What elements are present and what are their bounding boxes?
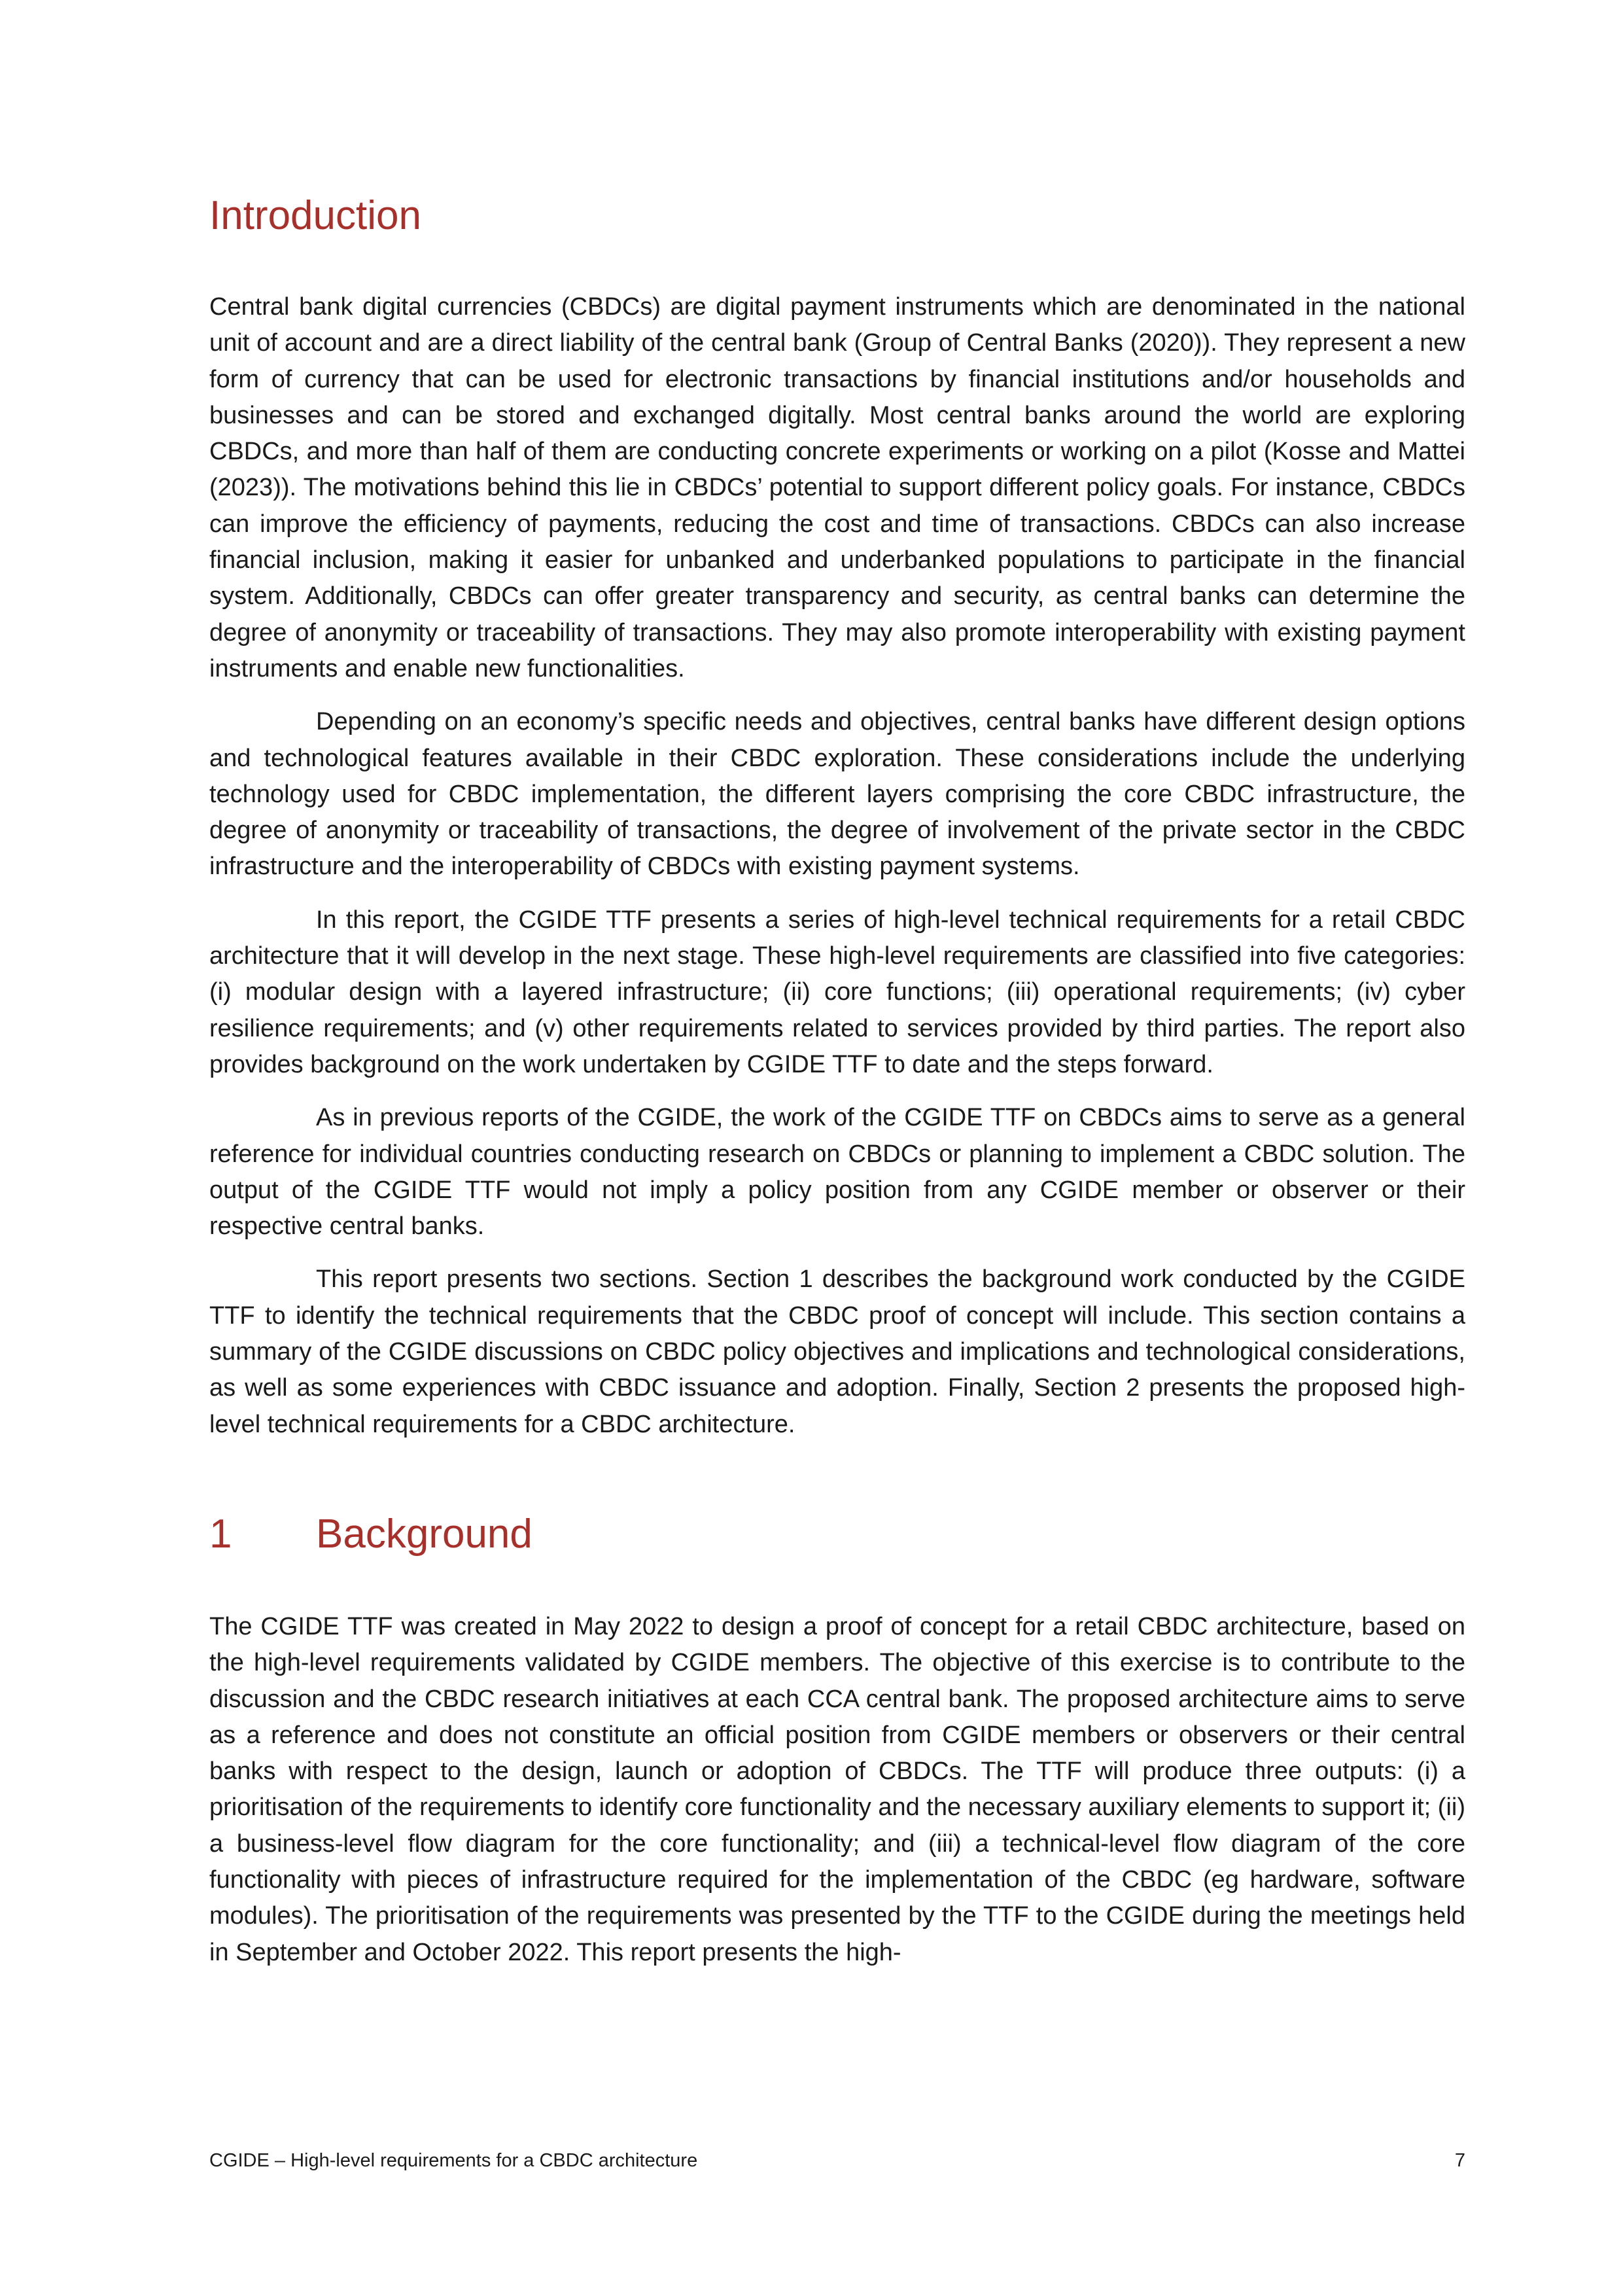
footer-document-title: CGIDE – High-level requirements for a CBDC architecture [209, 2150, 698, 2171]
page-content [209, 190, 1465, 1971]
intro-paragraph-3: In this report, the CGIDE TTF presents a series of high-level technical requirements for a retail CBDC architecture that it will develop in the next stage. These high-level requirements are classified into five categories: (i) modular design with a layered infrastructure; (ii) core functions; (iii) operational requirements; (iv) cyber resilience requirements; and (v) other requirements related to services provided by third parties. The report also provides background on the work undertaken by CGIDE TTF to date and the steps forward. [209, 906, 1465, 1078]
intro-paragraph-2: Depending on an economy’s specific needs and objectives, central banks have different design options and technological features available in their CBDC exploration. These considerations include the underlying technology used for CBDC implementation, the different layers comprising the core CBDC infrastructure, the degree of anonymity or traceability of transactions, the degree of involvement of the private sector in the CBDC infrastructure and the interoperability of CBDCs with existing payment systems. [209, 708, 1465, 881]
intro-paragraph-4: As in previous reports of the CGIDE, the work of the CGIDE TTF on CBDCs aims to serve as a general reference for individual countries conducting research on CBDCs or planning to implement a CBDC solution. The output of the CGIDE TTF would not imply a policy position from any CGIDE member or observer or their respective central banks. [209, 1104, 1465, 1241]
background-body [209, 1609, 1465, 1971]
introduction-heading: Introduction [209, 193, 421, 238]
page-number: 7 [1454, 2150, 1465, 2171]
background-paragraph-1: The CGIDE TTF was created in May 2022 to design a proof of concept for a retail CBDC architecture, based on the high-level requirements validated by CGIDE members. The objective of this exercise is to contribute to the discussion and the CBDC research initiatives at each CCA central bank. The proposed architecture aims to serve as a reference and does not constitute an official position from CGIDE members or observers or their central banks with respect to the design, launch or adoption of CBDCs. The TTF will produce three outputs: (i) a prioritisation of the requirements to identify core functionality and the necessary auxiliary elements to support it; (ii) a business-level flow diagram for the core functionality; and (iii) a technical-level flow diagram of the core functionality with pieces of infrastructure required for the implementation of the CBDC (eg hardware, software modules). The prioritisation of the requirements was presented by the TTF to the CGIDE during the meetings held in September and October 2022. This report presents the high- [209, 1612, 1465, 1966]
section-number: 1 [209, 1511, 232, 1557]
page-footer [209, 2147, 1465, 2174]
background-heading [209, 1508, 1465, 1561]
section-title: Background [316, 1511, 532, 1557]
introduction-body [209, 289, 1465, 1443]
intro-paragraph-1: Central bank digital currencies (CBDCs) are digital payment instruments which are denominated in the national unit of account and are a direct liability of the central bank (Group of Central Banks (2020)). They represent a new form of currency that can be used for electronic transactions by financial institutions and/or households and businesses and can be stored and exchanged digitally. Most central banks around the world are exploring CBDCs, and more than half of them are conducting concrete experiments or working on a pilot (Kosse and Mattei (2023)). The motivations behind this lie in CBDCs’ potential to support different policy goals. For instance, CBDCs can improve the efficiency of payments, reducing the cost and time of transactions. CBDCs can also increase financial inclusion, making it easier for unbanked and underbanked populations to participate in the financial system. Additionally, CBDCs can offer greater transparency and security, as central banks can determine the degree of anonymity or traceability of transactions. They may also promote interoperability with existing payment instruments and enable new functionalities. [209, 293, 1465, 682]
intro-paragraph-5: This report presents two sections. Section 1 describes the background work conducted by the CGIDE TTF to identify the technical requirements that the CBDC proof of concept will include. This section contains a summary of the CGIDE discussions on CBDC policy objectives and implications and technological considerations, as well as some experiences with CBDC issuance and adoption. Finally, Section 2 presents the proposed high-level technical requirements for a CBDC architecture. [209, 1265, 1465, 1438]
